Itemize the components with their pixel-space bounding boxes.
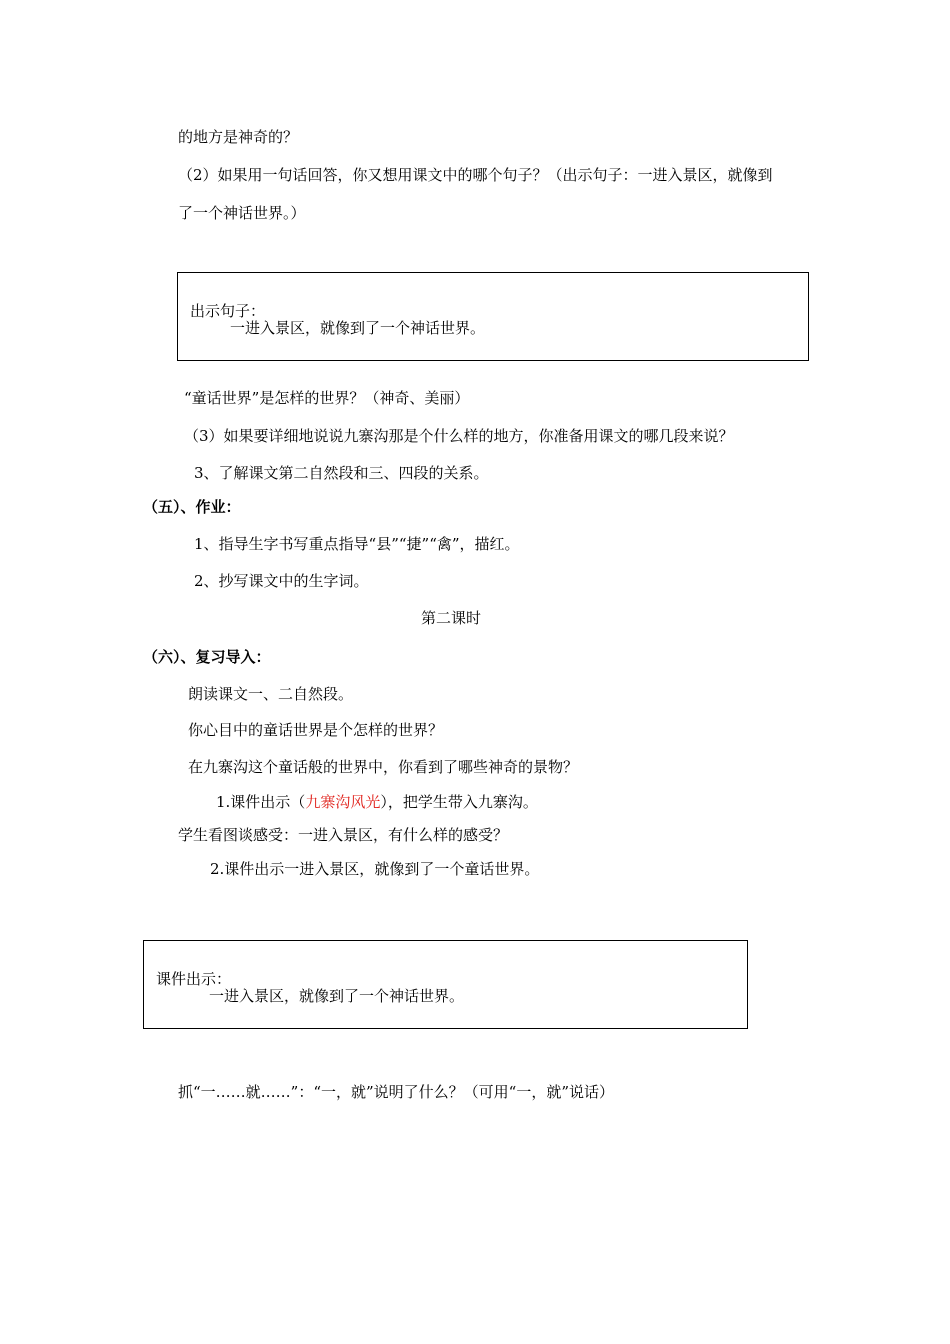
text-line: （2）如果用一句话回答，你又想用课文中的哪个句子？（出示句子：一进入景区，就像到: [178, 166, 773, 184]
box-sentence: 一进入景区，就像到了一个神话世界。: [209, 987, 465, 1005]
text-line: （3）如果要详细地说说九寨沟那是个什么样的地方，你准备用课文的哪几段来说？: [184, 427, 734, 445]
box-sentence: 一进入景区，就像到了一个神话世界。: [230, 319, 486, 337]
text-line: 2、抄写课文中的生字词。: [194, 572, 369, 590]
lesson-title: 第二课时: [421, 609, 482, 627]
sentence-box-1: [177, 272, 809, 361]
text-line: 1、指导生字书写重点指导“县”“捷”“禽”，描红。: [194, 535, 520, 553]
highlight-text: 九寨沟风光: [305, 793, 381, 811]
text-line: 你心目中的童话世界是个怎样的世界？: [188, 721, 444, 739]
text-line: 3、了解课文第二自然段和三、四段的关系。: [194, 464, 489, 482]
section-heading-homework: （五）、作业：: [143, 498, 241, 516]
sentence-box-2: [143, 940, 748, 1029]
text-line: “童话世界”是怎样的世界？（神奇、美丽）: [184, 389, 470, 407]
text-line: 在九寨沟这个童话般的世界中，你看到了哪些神奇的景物？: [188, 758, 579, 776]
text-line: 的地方是神奇的？: [178, 128, 299, 146]
text-segment: 1.课件出示（: [216, 793, 306, 811]
box-title: 课件出示：: [156, 970, 232, 988]
text-segment: ），把学生带入九寨沟。: [380, 793, 538, 811]
text-line: [216, 792, 538, 812]
text-line: 学生看图谈感受：一进入景区，有什么样的感受？: [178, 826, 509, 844]
text-line: 朗读课文一、二自然段。: [188, 685, 354, 703]
text-line: 抓“一……就……”：“一，就”说明了什么？（可用“一，就”说话）: [178, 1083, 615, 1101]
box-title: 出示句子：: [190, 302, 266, 320]
section-heading-review: （六）、复习导入：: [143, 648, 271, 666]
text-line: 2.课件出示一进入景区，就像到了一个童话世界。: [210, 860, 540, 878]
text-line: 了一个神话世界。）: [178, 204, 306, 222]
